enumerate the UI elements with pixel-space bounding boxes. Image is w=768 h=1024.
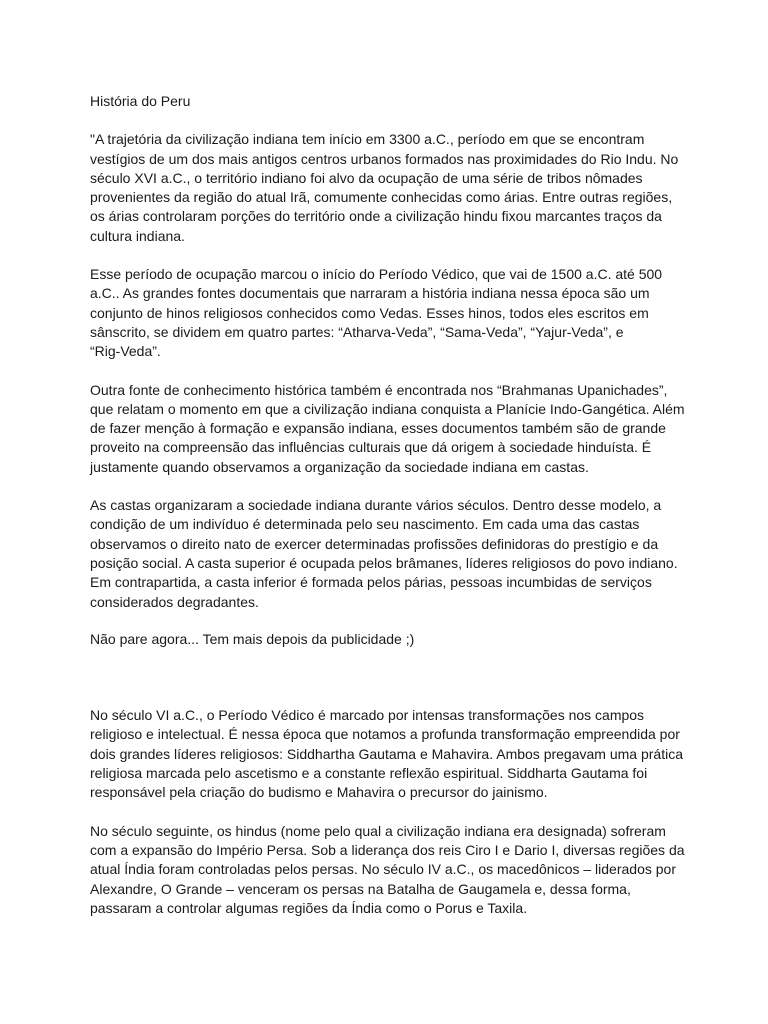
ad-notice: Não pare agora... Tem mais depois da publicidade ;)	[90, 630, 415, 647]
paragraph-6: No século seguinte, os hindus (nome pelo qual a civilização indiana era designada) sofreram com a expansão do Império Persa. Sob a liderança dos reis Ciro I e Dario I, diversas regiões da atual Índia foram controladas pelos persas. No século IV a.C., os macedônicos – liderados por Alexandre, O Grande – venceram os persas na Batalha de Gaugamela e, dessa forma, passaram a controlar algumas regiões da Índia como o Porus e Taxila.	[90, 822, 685, 916]
document-body	[90, 92, 690, 918]
paragraph-1: "A trajetória da civilização indiana tem início em 3300 a.C., período em que se encontram vestígios de um dos mais antigos centros urbanos formados nas proximidades do Rio Indu. No século XVI a.C., o território indiano foi alvo da ocupação de uma série de tribos nômades provenientes da região do atual Irã, comumente conhecidas como árias. Entre outras regiões, os árias controlaram porções do território onde a civilização hindu fixou marcantes traços da cultura indiana.	[90, 131, 679, 244]
paragraph-2: Esse período de ocupação marcou o início do Período Védico, que vai de 1500 a.C. até 500 a.C.. As grandes fontes documentais que narraram a história indiana nessa época são um conjunto de hinos religiosos conhecidos como Vedas. Esses hinos, todos eles escritos em sânscrito, se dividem em quatro partes: “Atharva-Veda”, “Sama-Veda”, “Yajur-Veda”, e “Rig-Veda”.	[90, 266, 663, 360]
document-title: História do Peru	[90, 93, 191, 109]
paragraph-3: Outra fonte de conhecimento histórica também é encontrada nos “Brahmanas Upanichades”, que relatam o momento em que a civilização indiana conquista a Planície Indo-Gangética. Além de fazer menção à formação e expansão indiana, esses documentos também são de grande proveito na compreensão das influências culturais que dá origem à sociedade hinduísta. É justamente quando observamos a organização da sociedade indiana em castas.	[90, 381, 685, 475]
paragraph-4: As castas organizaram a sociedade indiana durante vários séculos. Dentro desse modelo, a condição de um indivíduo é determinada pelo seu nascimento. Em cada uma das castas observamos o direito nato de exercer determinadas profissões definidoras do prestígio e da posição social. A casta superior é ocupada pelos brâmanes, líderes religiosos do povo indiano. Em contrapartida, a casta inferior é formada pelos párias, pessoas incumbidas de serviços considerados degradantes.	[90, 497, 678, 610]
paragraph-5: No século VI a.C., o Período Védico é marcado por intensas transformações nos campos religioso e intelectual. É nessa época que notamos a profunda transformação empreendida por dois grandes líderes religiosos: Siddhartha Gautama e Mahavira. Ambos pregavam uma prática religiosa marcada pelo ascetismo e a constante reflexão espiritual. Siddharta Gautama foi responsável pela criação do budismo e Mahavira o precursor do jainismo.	[90, 707, 683, 801]
